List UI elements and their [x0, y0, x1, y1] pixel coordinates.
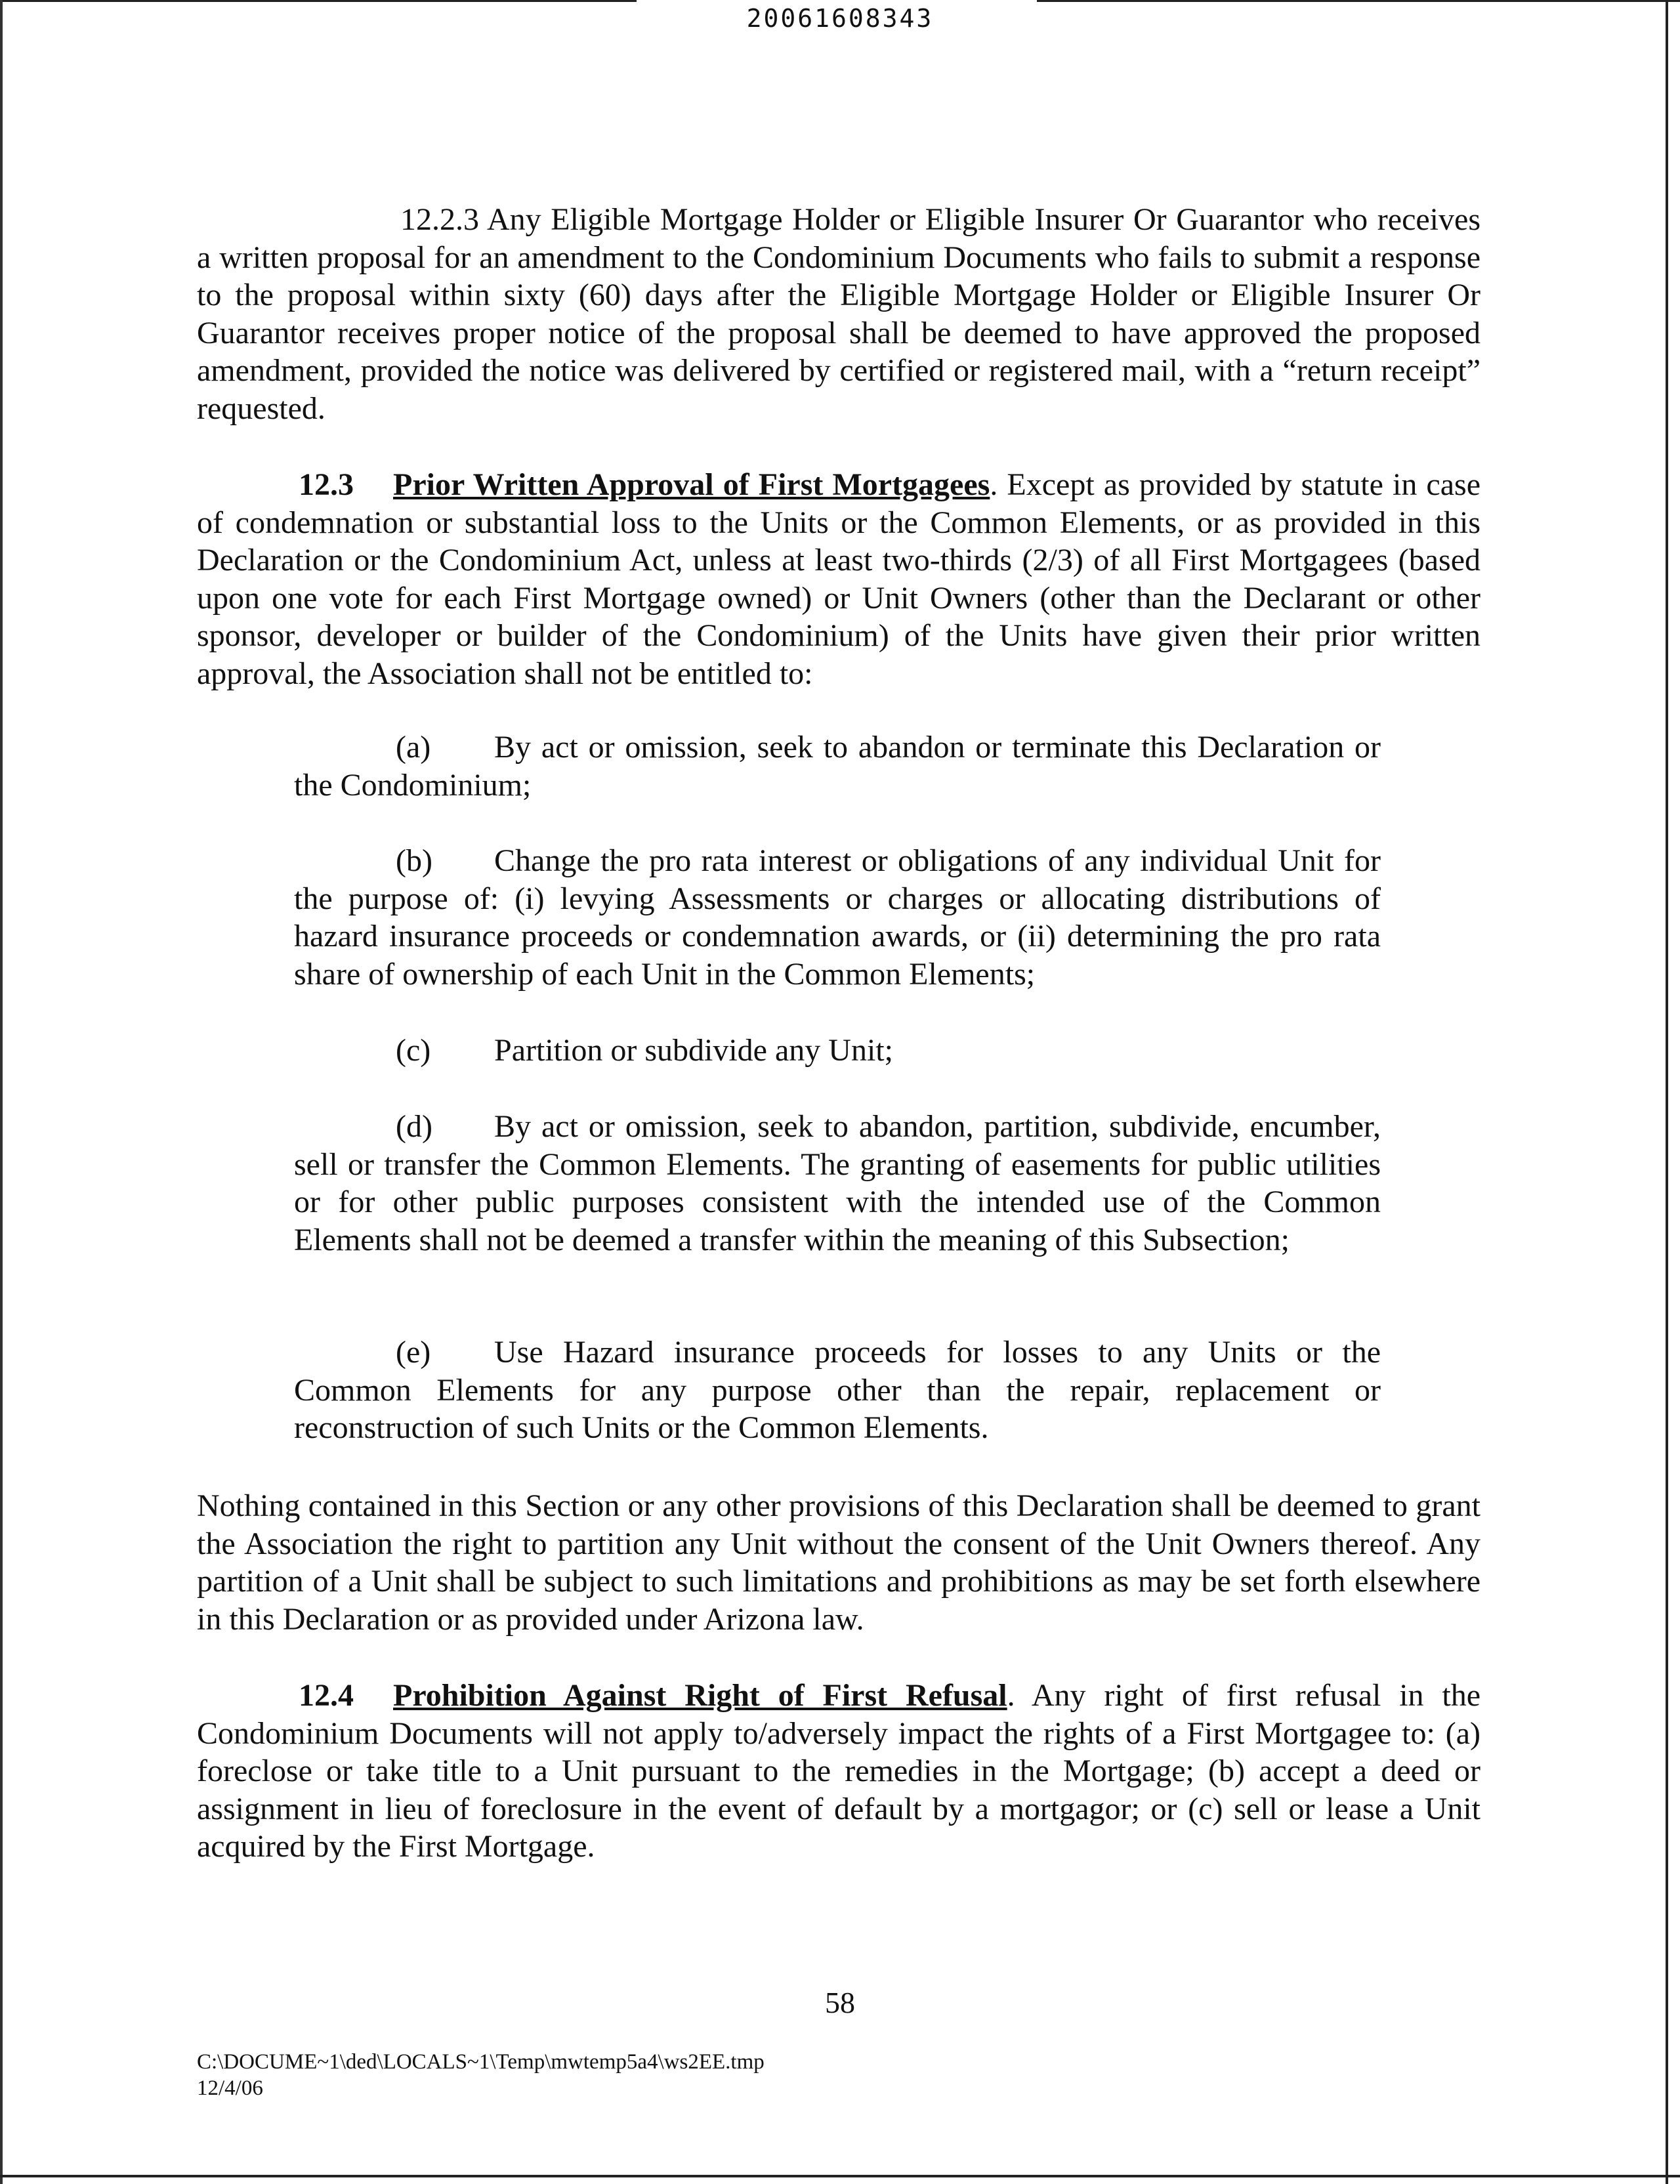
scan-border-right	[1666, 0, 1668, 2184]
section-body: . Any right of first refusal in the Condominium Documents will not apply to/adversely impact the rights of a First Mortgagee to: (a) foreclose or take title to a Unit pursuant to the remedies in the Mortgage; (b) accept a deed or assignment in lieu of foreclosure in the event of default by a mortgagor; or (c) sell or lease a Unit acquired by the First Mortgage.	[197, 1678, 1481, 1864]
list-item-d	[294, 1108, 1381, 1259]
list-item-label: (d)	[396, 1109, 432, 1144]
list-item-a	[294, 728, 1381, 804]
list-item-e	[294, 1334, 1381, 1447]
section-number: 12.4	[299, 1678, 354, 1713]
section-12-3	[197, 466, 1480, 692]
paragraph-nothing-contained: Nothing contained in this Section or any other provisions of this Declaration shall be deemed to grant the Association the right to partition any Unit without the consent of the Unit Owners thereof. Any partition of a Unit shall be subject to such limitations and prohibitions as may be set forth elsewhere in this Declaration or as provided under Arizona law.	[197, 1488, 1480, 1637]
list-item-label: (a)	[396, 730, 431, 765]
scan-border-bottom	[0, 2175, 1680, 2177]
list-item-label: (c)	[396, 1033, 431, 1068]
scan-border-left	[0, 0, 3, 2184]
section-number: 12.3	[299, 467, 354, 502]
list-item-text: Use Hazard insurance proceeds for losses to any Units or the Common Elements for any purpose other than the repair, replacement or reconstruction of such Units or the Common Elements.	[294, 1335, 1381, 1445]
paragraph-12-2-3: 12.2.3 Any Eligible Mortgage Holder or Eligible Insurer Or Guarantor who receives a written proposal for an amendment to the Condominium Documents who fails to submit a response to the proposal within sixty (60) days after the Eligible Mortgage Holder or Eligible Insurer Or Guarantor receives proper notice of the proposal shall be deemed to have approved the proposed amendment, provided the notice was delivered by certified or registered mail, with a “return receipt” requested.	[197, 202, 1480, 426]
page-number: 58	[825, 1986, 855, 2019]
list-item-label: (b)	[396, 843, 432, 878]
scan-border-top-left	[0, 0, 637, 2]
section-12-4	[197, 1677, 1480, 1866]
section-body: . Except as provided by statute in case of condemnation or substantial loss to the Units or the Common Elements, or as provided in this Declaration or the Condominium Act, unless at least two-thirds (2/3) of all First Mortgagees (based upon one vote for each First Mortgage owned) or Unit Owners (other than the Declarant or other sponsor, developer or builder of the Condominium) of the Units have given their prior written approval, the Association shall not be entitled to:	[197, 467, 1480, 691]
list-item-text: Change the pro rata interest or obligations of any individual Unit for the purpose of: (i) levying Assessments or charges or allocating distributions of hazard insurance proceeds or condemnation awards, or (ii) determining the pro rata share of ownership of each Unit in the Common Elements;	[294, 843, 1381, 992]
section-title: Prior Written Approval of First Mortgagees	[393, 467, 990, 502]
scan-border-top-right	[1037, 0, 1680, 2]
list-item-text: By act or omission, seek to abandon, partition, subdivide, encumber, sell or transfer the Common Elements. The granting of easements for public utilities or for other public purposes consistent with the intended use of the Common Elements shall not be deemed a transfer within the meaning of this Subsection;	[294, 1109, 1381, 1257]
list-item-text: By act or omission, seek to abandon or terminate this Declaration or the Condominium;	[294, 730, 1381, 803]
list-item-label: (e)	[396, 1335, 431, 1370]
footer-file-path: C:\DOCUME~1\ded\LOCALS~1\Temp\mwtemp5a4\ws2EE.tmp	[197, 2050, 765, 2074]
list-item-b	[294, 842, 1381, 993]
document-number: 20061608343	[746, 4, 934, 33]
section-title: Prohibition Against Right of First Refusal	[393, 1678, 1007, 1713]
list-item-text: Partition or subdivide any Unit;	[494, 1033, 893, 1068]
list-item-c	[294, 1032, 1381, 1070]
footer-date: 12/4/06	[197, 2076, 263, 2100]
